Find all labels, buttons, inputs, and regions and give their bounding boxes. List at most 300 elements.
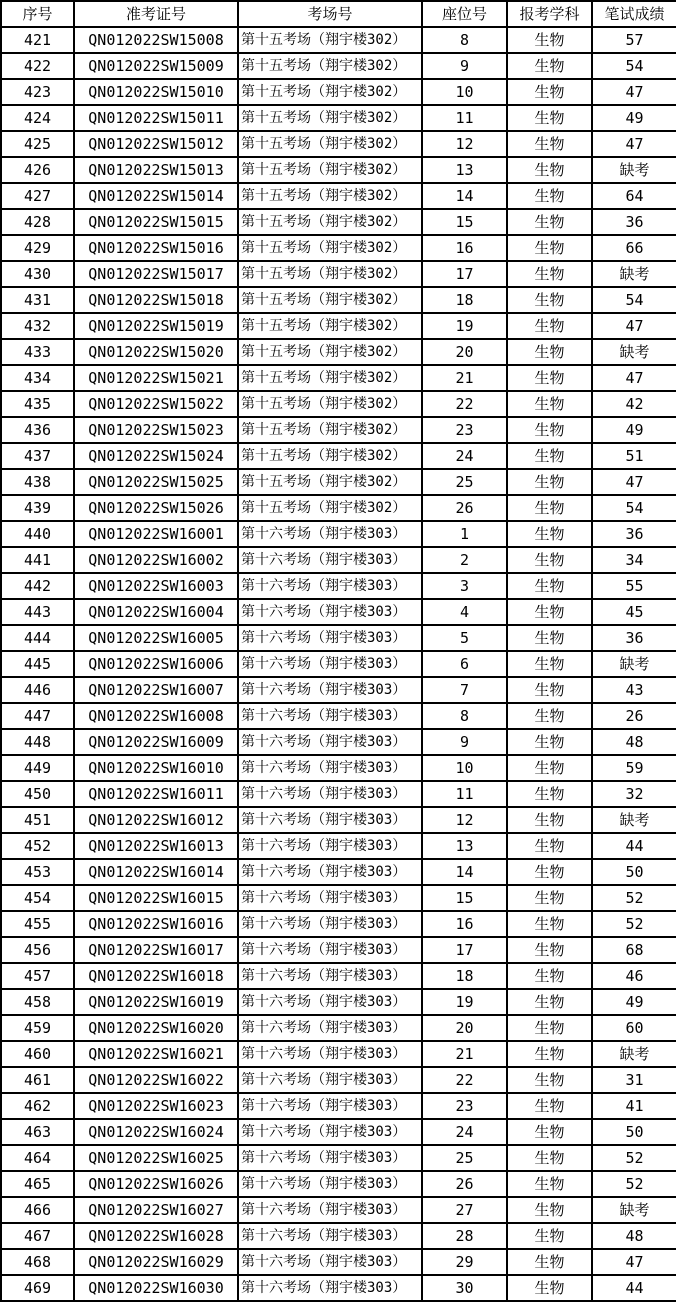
cell-ticket: QN012022SW15017 xyxy=(74,261,238,287)
cell-score: 42 xyxy=(592,391,676,417)
cell-index: 423 xyxy=(1,79,74,105)
cell-room: 第十六考场（翔宇楼303） xyxy=(238,755,422,781)
table-row xyxy=(1,651,676,677)
cell-score: 66 xyxy=(592,235,676,261)
cell-seat: 21 xyxy=(422,1041,507,1067)
cell-ticket: QN012022SW16028 xyxy=(74,1223,238,1249)
header-cell-seat: 座位号 xyxy=(422,1,507,27)
cell-subject: 生物 xyxy=(507,833,592,859)
cell-subject: 生物 xyxy=(507,443,592,469)
cell-score: 47 xyxy=(592,131,676,157)
cell-seat: 24 xyxy=(422,1119,507,1145)
cell-index: 434 xyxy=(1,365,74,391)
table-row xyxy=(1,313,676,339)
cell-subject: 生物 xyxy=(507,235,592,261)
cell-subject: 生物 xyxy=(507,937,592,963)
header-cell-room: 考场号 xyxy=(238,1,422,27)
cell-score: 68 xyxy=(592,937,676,963)
cell-room: 第十六考场（翔宇楼303） xyxy=(238,729,422,755)
cell-score: 55 xyxy=(592,573,676,599)
cell-score: 54 xyxy=(592,53,676,79)
cell-score: 52 xyxy=(592,1171,676,1197)
cell-seat: 12 xyxy=(422,807,507,833)
table-row xyxy=(1,339,676,365)
cell-ticket: QN012022SW16009 xyxy=(74,729,238,755)
cell-score: 59 xyxy=(592,755,676,781)
cell-index: 468 xyxy=(1,1249,74,1275)
cell-index: 455 xyxy=(1,911,74,937)
cell-subject: 生物 xyxy=(507,339,592,365)
table-row xyxy=(1,573,676,599)
cell-subject: 生物 xyxy=(507,1041,592,1067)
table-row xyxy=(1,79,676,105)
cell-ticket: QN012022SW16026 xyxy=(74,1171,238,1197)
cell-subject: 生物 xyxy=(507,573,592,599)
cell-index: 467 xyxy=(1,1223,74,1249)
cell-score: 缺考 xyxy=(592,651,676,677)
cell-score: 34 xyxy=(592,547,676,573)
cell-score: 49 xyxy=(592,989,676,1015)
table-row xyxy=(1,911,676,937)
header-cell-ticket: 准考证号 xyxy=(74,1,238,27)
cell-room: 第十六考场（翔宇楼303） xyxy=(238,677,422,703)
table-row xyxy=(1,417,676,443)
cell-score: 45 xyxy=(592,599,676,625)
cell-index: 433 xyxy=(1,339,74,365)
cell-ticket: QN012022SW16025 xyxy=(74,1145,238,1171)
cell-score: 48 xyxy=(592,1223,676,1249)
cell-subject: 生物 xyxy=(507,495,592,521)
cell-index: 443 xyxy=(1,599,74,625)
cell-subject: 生物 xyxy=(507,131,592,157)
cell-ticket: QN012022SW15011 xyxy=(74,105,238,131)
cell-index: 464 xyxy=(1,1145,74,1171)
table-row xyxy=(1,1015,676,1041)
cell-room: 第十六考场（翔宇楼303） xyxy=(238,1249,422,1275)
cell-subject: 生物 xyxy=(507,287,592,313)
cell-ticket: QN012022SW15023 xyxy=(74,417,238,443)
cell-seat: 24 xyxy=(422,443,507,469)
cell-subject: 生物 xyxy=(507,521,592,547)
cell-seat: 15 xyxy=(422,209,507,235)
cell-score: 51 xyxy=(592,443,676,469)
cell-subject: 生物 xyxy=(507,677,592,703)
table-row xyxy=(1,963,676,989)
cell-seat: 17 xyxy=(422,261,507,287)
cell-room: 第十六考场（翔宇楼303） xyxy=(238,989,422,1015)
cell-room: 第十六考场（翔宇楼303） xyxy=(238,807,422,833)
cell-index: 465 xyxy=(1,1171,74,1197)
cell-seat: 15 xyxy=(422,885,507,911)
cell-score: 缺考 xyxy=(592,1197,676,1223)
table-row xyxy=(1,781,676,807)
cell-index: 427 xyxy=(1,183,74,209)
cell-subject: 生物 xyxy=(507,1197,592,1223)
cell-index: 426 xyxy=(1,157,74,183)
cell-room: 第十五考场（翔宇楼302） xyxy=(238,209,422,235)
cell-seat: 20 xyxy=(422,1015,507,1041)
table-row xyxy=(1,261,676,287)
cell-room: 第十五考场（翔宇楼302） xyxy=(238,287,422,313)
table-row xyxy=(1,989,676,1015)
cell-seat: 1 xyxy=(422,521,507,547)
cell-ticket: QN012022SW16030 xyxy=(74,1275,238,1301)
cell-index: 439 xyxy=(1,495,74,521)
table-row xyxy=(1,53,676,79)
table-row xyxy=(1,599,676,625)
table-row xyxy=(1,131,676,157)
cell-ticket: QN012022SW16007 xyxy=(74,677,238,703)
cell-seat: 2 xyxy=(422,547,507,573)
cell-index: 440 xyxy=(1,521,74,547)
cell-subject: 生物 xyxy=(507,391,592,417)
cell-ticket: QN012022SW16020 xyxy=(74,1015,238,1041)
cell-room: 第十六考场（翔宇楼303） xyxy=(238,833,422,859)
cell-seat: 13 xyxy=(422,833,507,859)
cell-room: 第十六考场（翔宇楼303） xyxy=(238,781,422,807)
cell-index: 424 xyxy=(1,105,74,131)
cell-ticket: QN012022SW16027 xyxy=(74,1197,238,1223)
cell-seat: 7 xyxy=(422,677,507,703)
table-row xyxy=(1,1067,676,1093)
cell-score: 32 xyxy=(592,781,676,807)
cell-score: 36 xyxy=(592,209,676,235)
cell-ticket: QN012022SW16017 xyxy=(74,937,238,963)
table-row xyxy=(1,183,676,209)
table-row xyxy=(1,547,676,573)
cell-ticket: QN012022SW16002 xyxy=(74,547,238,573)
table-row xyxy=(1,209,676,235)
cell-index: 463 xyxy=(1,1119,74,1145)
cell-index: 438 xyxy=(1,469,74,495)
table-header xyxy=(1,1,676,27)
cell-subject: 生物 xyxy=(507,1275,592,1301)
cell-seat: 26 xyxy=(422,1171,507,1197)
cell-score: 36 xyxy=(592,521,676,547)
cell-index: 430 xyxy=(1,261,74,287)
table-row xyxy=(1,677,676,703)
cell-index: 459 xyxy=(1,1015,74,1041)
cell-seat: 19 xyxy=(422,313,507,339)
cell-score: 47 xyxy=(592,79,676,105)
cell-score: 47 xyxy=(592,313,676,339)
cell-ticket: QN012022SW16016 xyxy=(74,911,238,937)
cell-seat: 14 xyxy=(422,183,507,209)
cell-room: 第十六考场（翔宇楼303） xyxy=(238,1041,422,1067)
table-row xyxy=(1,1145,676,1171)
cell-index: 457 xyxy=(1,963,74,989)
table-row xyxy=(1,807,676,833)
cell-score: 47 xyxy=(592,1249,676,1275)
header-cell-subject: 报考学科 xyxy=(507,1,592,27)
table-row xyxy=(1,1119,676,1145)
cell-score: 52 xyxy=(592,885,676,911)
cell-subject: 生物 xyxy=(507,469,592,495)
cell-score: 41 xyxy=(592,1093,676,1119)
cell-score: 52 xyxy=(592,911,676,937)
cell-seat: 16 xyxy=(422,911,507,937)
cell-score: 54 xyxy=(592,495,676,521)
table-row xyxy=(1,521,676,547)
cell-seat: 25 xyxy=(422,1145,507,1171)
cell-ticket: QN012022SW15008 xyxy=(74,27,238,53)
cell-room: 第十六考场（翔宇楼303） xyxy=(238,703,422,729)
cell-subject: 生物 xyxy=(507,209,592,235)
cell-seat: 14 xyxy=(422,859,507,885)
cell-index: 437 xyxy=(1,443,74,469)
cell-index: 454 xyxy=(1,885,74,911)
cell-seat: 18 xyxy=(422,287,507,313)
cell-index: 436 xyxy=(1,417,74,443)
cell-seat: 8 xyxy=(422,27,507,53)
cell-score: 43 xyxy=(592,677,676,703)
table-row xyxy=(1,937,676,963)
cell-seat: 22 xyxy=(422,1067,507,1093)
cell-room: 第十六考场（翔宇楼303） xyxy=(238,1067,422,1093)
table-row xyxy=(1,105,676,131)
cell-score: 50 xyxy=(592,859,676,885)
cell-score: 缺考 xyxy=(592,339,676,365)
cell-seat: 25 xyxy=(422,469,507,495)
cell-subject: 生物 xyxy=(507,157,592,183)
cell-seat: 12 xyxy=(422,131,507,157)
cell-ticket: QN012022SW15019 xyxy=(74,313,238,339)
cell-index: 421 xyxy=(1,27,74,53)
cell-score: 54 xyxy=(592,287,676,313)
cell-ticket: QN012022SW16005 xyxy=(74,625,238,651)
cell-ticket: QN012022SW16010 xyxy=(74,755,238,781)
table-row xyxy=(1,1171,676,1197)
cell-subject: 生物 xyxy=(507,1249,592,1275)
cell-ticket: QN012022SW16004 xyxy=(74,599,238,625)
cell-room: 第十六考场（翔宇楼303） xyxy=(238,599,422,625)
cell-index: 453 xyxy=(1,859,74,885)
cell-index: 441 xyxy=(1,547,74,573)
cell-ticket: QN012022SW16014 xyxy=(74,859,238,885)
cell-room: 第十六考场（翔宇楼303） xyxy=(238,547,422,573)
cell-seat: 6 xyxy=(422,651,507,677)
cell-subject: 生物 xyxy=(507,79,592,105)
cell-room: 第十五考场（翔宇楼302） xyxy=(238,183,422,209)
cell-index: 445 xyxy=(1,651,74,677)
cell-index: 435 xyxy=(1,391,74,417)
cell-subject: 生物 xyxy=(507,1223,592,1249)
cell-score: 49 xyxy=(592,417,676,443)
cell-index: 452 xyxy=(1,833,74,859)
cell-room: 第十六考场（翔宇楼303） xyxy=(238,1015,422,1041)
table-row xyxy=(1,469,676,495)
cell-seat: 20 xyxy=(422,339,507,365)
cell-index: 450 xyxy=(1,781,74,807)
cell-score: 缺考 xyxy=(592,261,676,287)
cell-subject: 生物 xyxy=(507,729,592,755)
cell-seat: 22 xyxy=(422,391,507,417)
cell-score: 缺考 xyxy=(592,157,676,183)
cell-subject: 生物 xyxy=(507,547,592,573)
header-row xyxy=(1,1,676,27)
cell-score: 26 xyxy=(592,703,676,729)
cell-ticket: QN012022SW16006 xyxy=(74,651,238,677)
cell-seat: 19 xyxy=(422,989,507,1015)
header-cell-index: 序号 xyxy=(1,1,74,27)
cell-subject: 生物 xyxy=(507,1119,592,1145)
cell-ticket: QN012022SW15014 xyxy=(74,183,238,209)
cell-room: 第十六考场（翔宇楼303） xyxy=(238,1275,422,1301)
cell-room: 第十五考场（翔宇楼302） xyxy=(238,391,422,417)
table-row xyxy=(1,1041,676,1067)
cell-room: 第十五考场（翔宇楼302） xyxy=(238,235,422,261)
cell-subject: 生物 xyxy=(507,183,592,209)
cell-seat: 4 xyxy=(422,599,507,625)
cell-score: 缺考 xyxy=(592,1041,676,1067)
cell-seat: 16 xyxy=(422,235,507,261)
cell-room: 第十六考场（翔宇楼303） xyxy=(238,1223,422,1249)
cell-room: 第十六考场（翔宇楼303） xyxy=(238,1093,422,1119)
cell-score: 36 xyxy=(592,625,676,651)
cell-subject: 生物 xyxy=(507,859,592,885)
cell-seat: 30 xyxy=(422,1275,507,1301)
cell-index: 456 xyxy=(1,937,74,963)
cell-subject: 生物 xyxy=(507,807,592,833)
cell-ticket: QN012022SW15025 xyxy=(74,469,238,495)
cell-seat: 10 xyxy=(422,755,507,781)
table-row xyxy=(1,27,676,53)
cell-score: 60 xyxy=(592,1015,676,1041)
cell-score: 44 xyxy=(592,833,676,859)
cell-room: 第十六考场（翔宇楼303） xyxy=(238,1197,422,1223)
cell-subject: 生物 xyxy=(507,651,592,677)
cell-ticket: QN012022SW15026 xyxy=(74,495,238,521)
cell-subject: 生物 xyxy=(507,911,592,937)
cell-index: 444 xyxy=(1,625,74,651)
cell-index: 447 xyxy=(1,703,74,729)
cell-ticket: QN012022SW16029 xyxy=(74,1249,238,1275)
cell-index: 422 xyxy=(1,53,74,79)
cell-ticket: QN012022SW15013 xyxy=(74,157,238,183)
cell-room: 第十五考场（翔宇楼302） xyxy=(238,339,422,365)
cell-ticket: QN012022SW16019 xyxy=(74,989,238,1015)
cell-seat: 10 xyxy=(422,79,507,105)
cell-seat: 23 xyxy=(422,1093,507,1119)
table-row xyxy=(1,1249,676,1275)
cell-index: 462 xyxy=(1,1093,74,1119)
cell-seat: 27 xyxy=(422,1197,507,1223)
cell-room: 第十五考场（翔宇楼302） xyxy=(238,157,422,183)
cell-ticket: QN012022SW16021 xyxy=(74,1041,238,1067)
cell-seat: 29 xyxy=(422,1249,507,1275)
cell-seat: 5 xyxy=(422,625,507,651)
table-row xyxy=(1,833,676,859)
cell-room: 第十五考场（翔宇楼302） xyxy=(238,27,422,53)
cell-seat: 18 xyxy=(422,963,507,989)
table-row xyxy=(1,443,676,469)
table-row xyxy=(1,703,676,729)
cell-seat: 8 xyxy=(422,703,507,729)
cell-seat: 21 xyxy=(422,365,507,391)
cell-ticket: QN012022SW16022 xyxy=(74,1067,238,1093)
cell-ticket: QN012022SW16008 xyxy=(74,703,238,729)
cell-index: 431 xyxy=(1,287,74,313)
cell-room: 第十六考场（翔宇楼303） xyxy=(238,521,422,547)
cell-index: 451 xyxy=(1,807,74,833)
cell-ticket: QN012022SW15016 xyxy=(74,235,238,261)
cell-seat: 9 xyxy=(422,729,507,755)
cell-score: 48 xyxy=(592,729,676,755)
cell-room: 第十五考场（翔宇楼302） xyxy=(238,417,422,443)
cell-room: 第十六考场（翔宇楼303） xyxy=(238,885,422,911)
cell-room: 第十六考场（翔宇楼303） xyxy=(238,1119,422,1145)
cell-room: 第十五考场（翔宇楼302） xyxy=(238,261,422,287)
cell-index: 466 xyxy=(1,1197,74,1223)
cell-subject: 生物 xyxy=(507,27,592,53)
cell-subject: 生物 xyxy=(507,599,592,625)
cell-room: 第十五考场（翔宇楼302） xyxy=(238,495,422,521)
cell-index: 469 xyxy=(1,1275,74,1301)
cell-score: 44 xyxy=(592,1275,676,1301)
table-row xyxy=(1,1275,676,1301)
cell-seat: 11 xyxy=(422,105,507,131)
cell-ticket: QN012022SW16023 xyxy=(74,1093,238,1119)
cell-subject: 生物 xyxy=(507,963,592,989)
cell-room: 第十六考场（翔宇楼303） xyxy=(238,651,422,677)
cell-score: 46 xyxy=(592,963,676,989)
cell-ticket: QN012022SW15022 xyxy=(74,391,238,417)
cell-index: 429 xyxy=(1,235,74,261)
cell-room: 第十五考场（翔宇楼302） xyxy=(238,365,422,391)
cell-ticket: QN012022SW15012 xyxy=(74,131,238,157)
cell-subject: 生物 xyxy=(507,261,592,287)
cell-room: 第十五考场（翔宇楼302） xyxy=(238,443,422,469)
cell-room: 第十六考场（翔宇楼303） xyxy=(238,937,422,963)
cell-index: 460 xyxy=(1,1041,74,1067)
cell-subject: 生物 xyxy=(507,755,592,781)
cell-score: 50 xyxy=(592,1119,676,1145)
cell-room: 第十五考场（翔宇楼302） xyxy=(238,53,422,79)
cell-subject: 生物 xyxy=(507,1145,592,1171)
cell-index: 442 xyxy=(1,573,74,599)
table-row xyxy=(1,1093,676,1119)
cell-score: 47 xyxy=(592,469,676,495)
cell-ticket: QN012022SW15024 xyxy=(74,443,238,469)
table-row xyxy=(1,287,676,313)
cell-room: 第十六考场（翔宇楼303） xyxy=(238,859,422,885)
cell-subject: 生物 xyxy=(507,1171,592,1197)
cell-room: 第十六考场（翔宇楼303） xyxy=(238,625,422,651)
table-row xyxy=(1,495,676,521)
table-row xyxy=(1,1197,676,1223)
cell-index: 446 xyxy=(1,677,74,703)
cell-subject: 生物 xyxy=(507,1093,592,1119)
cell-subject: 生物 xyxy=(507,885,592,911)
cell-room: 第十六考场（翔宇楼303） xyxy=(238,963,422,989)
table-body xyxy=(1,27,676,1301)
table-row xyxy=(1,1223,676,1249)
cell-subject: 生物 xyxy=(507,417,592,443)
cell-subject: 生物 xyxy=(507,703,592,729)
table-row xyxy=(1,391,676,417)
cell-ticket: QN012022SW15021 xyxy=(74,365,238,391)
cell-index: 425 xyxy=(1,131,74,157)
table-row xyxy=(1,625,676,651)
cell-ticket: QN012022SW16001 xyxy=(74,521,238,547)
cell-subject: 生物 xyxy=(507,365,592,391)
cell-room: 第十六考场（翔宇楼303） xyxy=(238,1145,422,1171)
cell-room: 第十五考场（翔宇楼302） xyxy=(238,79,422,105)
cell-ticket: QN012022SW16012 xyxy=(74,807,238,833)
cell-room: 第十五考场（翔宇楼302） xyxy=(238,131,422,157)
cell-index: 458 xyxy=(1,989,74,1015)
cell-ticket: QN012022SW15018 xyxy=(74,287,238,313)
